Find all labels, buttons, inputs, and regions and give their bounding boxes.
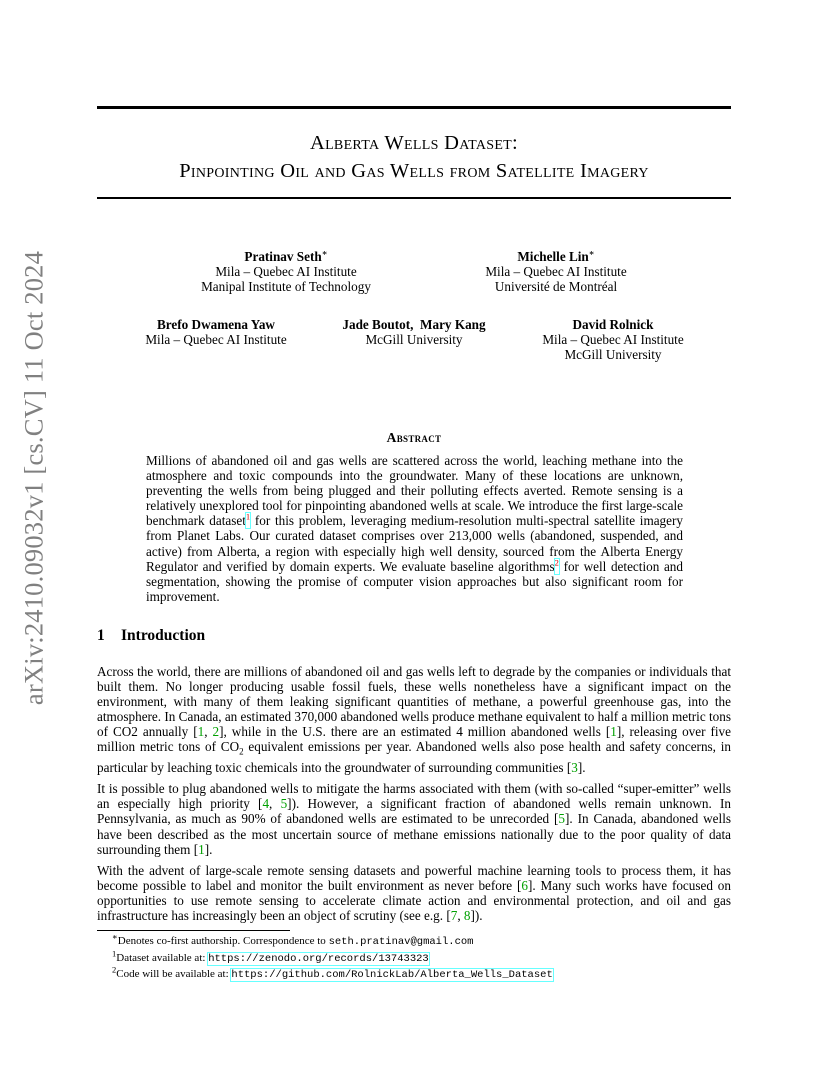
citation-link[interactable]: 1 [610, 724, 617, 740]
arxiv-id: arXiv:2410.09032v1 [cs.CV] 11 Oct 2024 [18, 250, 49, 705]
author-name: Pratinav Seth∗ [244, 247, 328, 264]
citation-link[interactable]: 6 [521, 877, 528, 893]
footnote-link[interactable]: 2 [555, 559, 559, 574]
citation-link[interactable]: 5 [558, 811, 566, 827]
paragraph: It is possible to plug abandoned wells to mitigate the harms associated with them (with so-called “super-emitter” wells an especially high priority [4, 5]). However, a significant fraction of abandoned wells remain unknown. In Pennsylvania, as much as 90% of abandoned wells are estimated to be unrecorded [5]. In Canada, abandoned wells have been described as the most uncertain source of methane emissions nationally due to the poor quality of data surrounding them [1]. [97, 781, 732, 857]
citation-link[interactable]: 2 [212, 724, 220, 740]
body-text [97, 664, 731, 929]
author-affiliation: Mila – Quebec AI Institute [215, 264, 357, 279]
citation-link[interactable]: 1 [198, 841, 205, 857]
author-affiliation: Manipal Institute of Technology [201, 279, 371, 294]
title-bottom-rule [97, 197, 731, 199]
citation-link[interactable]: 8 [463, 908, 471, 924]
author-block [319, 317, 509, 347]
author-block [121, 317, 311, 347]
email-address: seth.pratinav@gmail.com [328, 936, 474, 948]
author-affiliation: Mila – Quebec AI Institute [485, 264, 627, 279]
footnotes [112, 931, 553, 984]
author-affiliation: Mila – Quebec AI Institute [542, 332, 684, 347]
code-url-link[interactable]: https://github.com/RolnickLab/Alberta_Wells_Dataset [231, 969, 553, 981]
abstract-heading: Abstract [386, 430, 442, 445]
citation-link[interactable]: 4 [262, 796, 270, 812]
paper-title-line-2: Pinpointing Oil and Gas Wells from Satellite Imagery [179, 160, 649, 182]
section-number: 1 [97, 627, 105, 644]
abstract-body: Millions of abandoned oil and gas wells are scattered across the world, leaching methane into the atmosphere and toxic compounds into the groundwater. Many of these locations are unknown, preventing the wells from being plugged and their polluting effects averted. Remote sensing is a relatively unexplored tool for pinpointing abandoned wells at scale. We introduce the first large-scale benchmark dataset$^1$ for this problem, leveraging medium-resolution multi-spectral satellite imagery from Planet Labs. Our curated dataset comprises over 213,000 wells (abandoned, suspended, and active) from Alberta, a region with especially high well density, sourced from the Alberta Energy Regulator and verified by domain experts. We evaluate baseline algorithms$^2$ for well detection and segmentation, showing the promise of computer vision approaches but also significant room for improvement. [146, 453, 683, 604]
author-block [518, 317, 708, 362]
arxiv-sidebar-stamp [14, 250, 54, 705]
section-title: Introduction [121, 627, 206, 644]
paragraph: With the advent of large-scale remote sensing datasets and powerful machine learning tools to process them, it has become possible to label and monitor the built environment as never before [6]. Many such works have focused on opportunities to use remote sensing to accelerate climate action and environmental protection, and oil and gas infrastructure has increasingly been an object of scrutiny (see e.g. [7, 8]). [97, 862, 731, 924]
author-name: Jade Boutot, Mary Kang [342, 317, 486, 332]
paragraph: Across the world, there are millions of abandoned oil and gas wells left to degrade by the companies or individuals that built them. No longer producing usable fossil fuels, these wells nonetheless have a significant impact on the environment, with many of them leaking significant quantities of methane, a powerful greenhouse gas, into the atmosphere. In Canada, an estimated 370,000 abandoned wells produce methane equivalent to half a million metric tons of CO2 annually [1, 2], while in the U.S. there are an estimated 4 million abandoned wells [1], releasing over five million metric tons of $CO_2$ equivalent emissions per year. Abandoned wells also pose health and safety concerns, in particular by leaching toxic chemicals into the groundwater of surrounding communities [3]. [97, 664, 731, 776]
paper-title-line-1: Alberta Wells Dataset: [309, 132, 519, 154]
footnote-link[interactable]: 1 [246, 513, 250, 528]
author-affiliation: McGill University [564, 347, 662, 362]
author-affiliation: Université de Montréal [494, 279, 618, 294]
citation-link[interactable]: 1 [197, 724, 205, 740]
citation-link[interactable]: 3 [571, 760, 578, 776]
citation-link[interactable]: 7 [450, 908, 458, 924]
footnote: $^1$Dataset available at: https://zenodo.org/records/13743323 [112, 947, 429, 965]
section-heading [97, 627, 205, 645]
footnote: $^2$Code will be available at: https://github.com/RolnickLab/Alberta_Wells_Dataset [112, 964, 553, 981]
dataset-url-link[interactable]: https://zenodo.org/records/13743323 [208, 952, 429, 965]
footnote: ∗Denotes co-first authorship. Correspondence to seth.pratinav@gmail.com [112, 931, 474, 948]
citation-link[interactable]: 5 [280, 796, 288, 812]
author-block [186, 249, 386, 294]
author-affiliation: Mila – Quebec AI Institute [145, 332, 287, 347]
author-name: David Rolnick [572, 317, 654, 332]
author-name: Michelle Lin∗ [517, 247, 595, 264]
author-affiliation: McGill University [365, 332, 463, 347]
footnote-rule [97, 930, 290, 931]
title-top-rule [97, 106, 731, 109]
author-block [456, 249, 656, 294]
author-name: Brefo Dwamena Yaw [157, 317, 275, 332]
